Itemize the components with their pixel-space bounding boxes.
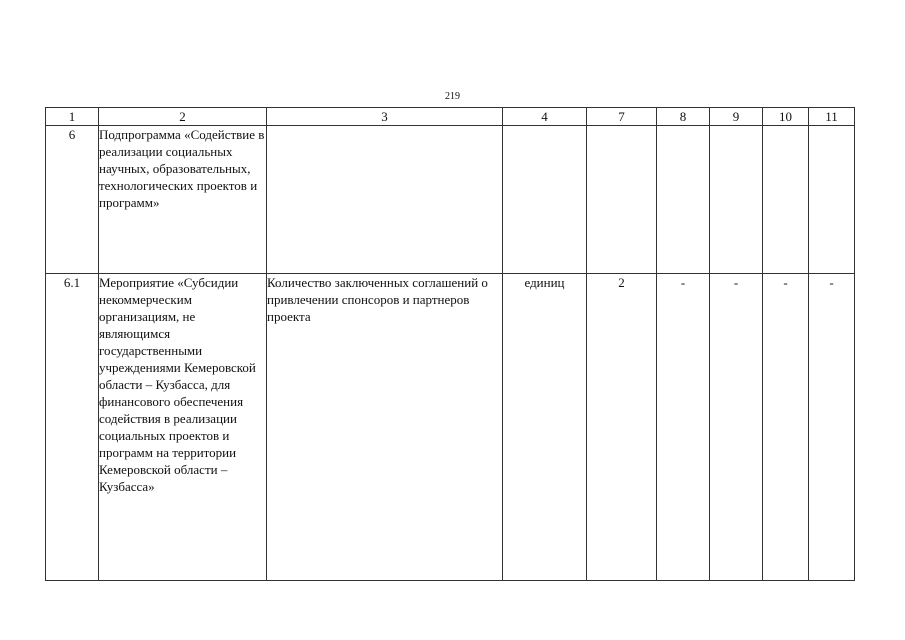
column-header: 1 (46, 108, 99, 126)
column-header: 2 (99, 108, 267, 126)
column-header: 11 (809, 108, 855, 126)
page-number: 219 (445, 91, 460, 102)
row-value-8: - (657, 274, 710, 581)
column-header: 8 (657, 108, 710, 126)
row-value-11 (809, 126, 855, 274)
row-value-9 (710, 126, 763, 274)
row-unit (503, 126, 587, 274)
row-value-7 (587, 126, 657, 274)
column-header: 9 (710, 108, 763, 126)
row-indicator (267, 126, 503, 274)
row-number: 6.1 (46, 274, 99, 581)
indicators-table (45, 107, 855, 581)
column-header: 7 (587, 108, 657, 126)
row-unit: единиц (503, 274, 587, 581)
row-name: Подпрограмма «Содействие в реализации социальных научных, образовательных, технологических проектов и программ» (99, 126, 267, 274)
row-value-7: 2 (587, 274, 657, 581)
table-row (46, 274, 855, 581)
row-number: 6 (46, 126, 99, 274)
table-row (46, 126, 855, 274)
row-value-10: - (763, 274, 809, 581)
column-header: 4 (503, 108, 587, 126)
row-value-9: - (710, 274, 763, 581)
row-indicator: Количество заключенных соглашений о привлечении спонсоров и партнеров проекта (267, 274, 503, 581)
row-value-8 (657, 126, 710, 274)
row-value-11: - (809, 274, 855, 581)
column-header: 3 (267, 108, 503, 126)
column-header: 10 (763, 108, 809, 126)
row-name: Мероприятие «Субсидии некоммерческим организациям, не являющимся государственными учреждениями Кемеровской области – Кузбасса, для финансового обеспечения содействия в реализации социальных проектов и программ на территории Кемеровской области – Кузбасса» (99, 274, 267, 581)
table-header-row (46, 108, 855, 126)
row-value-10 (763, 126, 809, 274)
